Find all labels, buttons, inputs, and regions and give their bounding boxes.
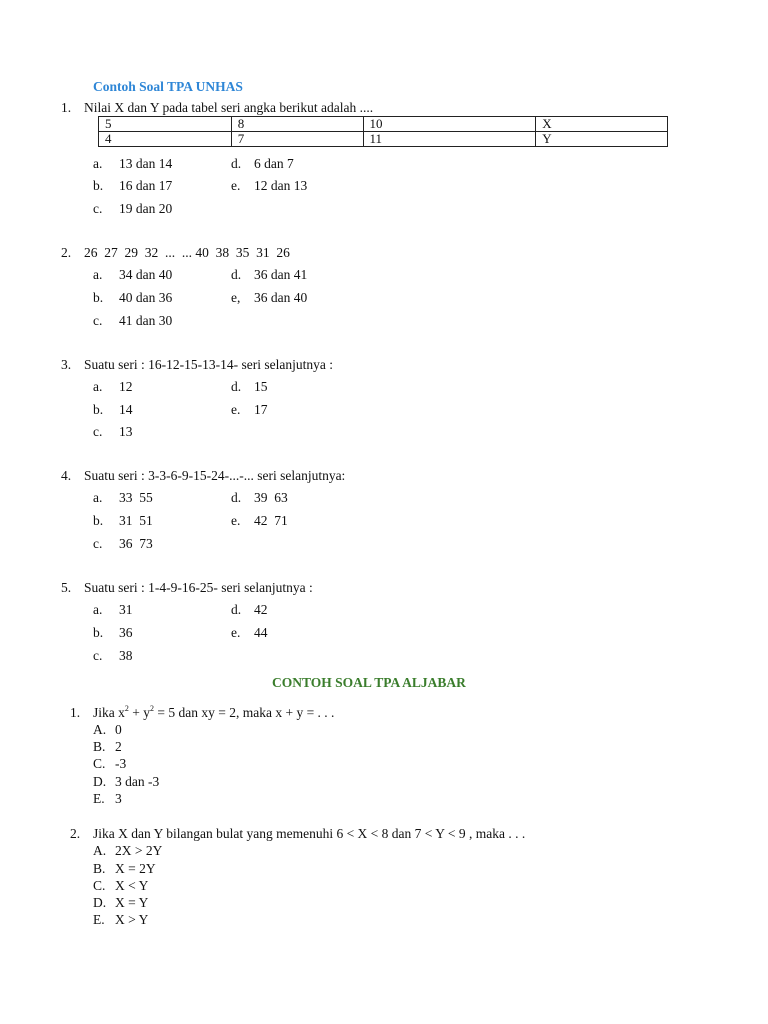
table-cell: 10	[363, 117, 536, 132]
question-text: Suatu seri : 1-4-9-16-25- seri selanjutnya :	[84, 580, 313, 595]
table-cell: 4	[99, 132, 232, 147]
option-value: 31 51	[119, 513, 153, 528]
option-value: 16 dan 17	[119, 178, 173, 193]
option-value: 42	[254, 602, 268, 617]
option-key: e.	[231, 513, 241, 528]
option-value: 36 dan 40	[254, 290, 308, 305]
option-key: c.	[93, 313, 103, 328]
question-text: Jika X dan Y bilangan bulat yang memenuhi 6 < X < 8 dan 7 < Y < 9 , maka . . .	[93, 826, 526, 841]
option-key: D.	[93, 895, 107, 910]
option-value: 6 dan 7	[254, 156, 294, 171]
option-key: d.	[231, 156, 242, 171]
option-key: b.	[93, 290, 104, 305]
option-value: X = 2Y	[115, 861, 156, 876]
option-value: 31	[119, 602, 133, 617]
option-key: b.	[93, 402, 104, 417]
option-value: 36 73	[119, 536, 153, 551]
question-text	[93, 705, 334, 721]
option-key: c.	[93, 424, 103, 439]
table-cell: X	[536, 117, 668, 132]
option-value: 2	[115, 739, 122, 754]
option-key: c.	[93, 648, 103, 663]
option-key: d.	[231, 602, 242, 617]
question-text: 26 27 29 32 ... ... 40 38 35 31 26	[84, 245, 290, 260]
option-key: e.	[231, 402, 241, 417]
option-key: b.	[93, 513, 104, 528]
option-value: 13	[119, 424, 133, 439]
question-text: Suatu seri : 3-3-6-9-15-24-...-... seri selanjutnya:	[84, 468, 346, 483]
table-cell: Y	[536, 132, 668, 147]
option-value: 19 dan 20	[119, 201, 173, 216]
question-text: Nilai X dan Y pada tabel seri angka berikut adalah ....	[84, 100, 374, 115]
option-key: D.	[93, 774, 107, 789]
option-value: 34 dan 40	[119, 267, 173, 282]
option-key: E.	[93, 912, 105, 927]
option-key: b.	[93, 178, 104, 193]
option-value: 3	[115, 791, 122, 806]
option-value: X = Y	[115, 895, 149, 910]
table-cell: 11	[363, 132, 536, 147]
option-key: e.	[231, 625, 241, 640]
option-value: 33 55	[119, 490, 153, 505]
question-number: 2.	[70, 826, 81, 841]
option-key: a.	[93, 379, 103, 394]
option-value: 40 dan 36	[119, 290, 173, 305]
option-key: A.	[93, 722, 107, 737]
question-text: Suatu seri : 16-12-15-13-14- seri selanjutnya :	[84, 357, 333, 372]
table-cell: 8	[231, 117, 363, 132]
option-key: c.	[93, 201, 103, 216]
option-key: A.	[93, 843, 107, 858]
table-cell: 5	[99, 117, 232, 132]
question-number: 2.	[61, 245, 72, 260]
table-cell: 7	[231, 132, 363, 147]
question-number: 5.	[61, 580, 72, 595]
option-key: d.	[231, 379, 242, 394]
option-value: 44	[254, 625, 268, 640]
option-value: X < Y	[115, 878, 149, 893]
option-key: a.	[93, 156, 103, 171]
text-part: = 5 dan xy = 2, maka x + y = . . .	[154, 705, 335, 720]
text-part: + y	[128, 705, 150, 720]
option-value: 36 dan 41	[254, 267, 308, 282]
option-value: 3 dan -3	[115, 774, 160, 789]
option-key: b.	[93, 625, 104, 640]
exponent: 2	[124, 703, 129, 713]
option-key: B.	[93, 861, 106, 876]
option-value: 17	[254, 402, 268, 417]
option-value: 38	[119, 648, 133, 663]
exponent: 2	[150, 703, 154, 713]
option-key: e.	[231, 178, 241, 193]
option-value: 42 71	[254, 513, 288, 528]
option-value: 36	[119, 625, 133, 640]
section-title-aljabar: CONTOH SOAL TPA ALJABAR	[272, 675, 466, 690]
option-key: e,	[231, 290, 241, 305]
number-series-table	[98, 116, 668, 147]
question-number: 3.	[61, 357, 72, 372]
option-value: 41 dan 30	[119, 313, 173, 328]
option-key: c.	[93, 536, 103, 551]
question-number: 4.	[61, 468, 72, 483]
text-part: Jika x	[93, 705, 125, 720]
option-key: d.	[231, 490, 242, 505]
option-key: B.	[93, 739, 106, 754]
option-key: E.	[93, 791, 105, 806]
option-key: C.	[93, 756, 106, 771]
option-value: 15	[254, 379, 268, 394]
option-value: -3	[115, 756, 127, 771]
option-key: a.	[93, 490, 103, 505]
option-value: 14	[119, 402, 133, 417]
question-number: 1.	[70, 705, 81, 720]
section-title-unhas: Contoh Soal TPA UNHAS	[93, 79, 243, 94]
option-value: 12 dan 13	[254, 178, 308, 193]
table-row	[99, 132, 668, 147]
option-value: 2X > 2Y	[115, 843, 163, 858]
option-value: 39 63	[254, 490, 288, 505]
option-value: 12	[119, 379, 133, 394]
question-number: 1.	[61, 100, 72, 115]
option-key: C.	[93, 878, 106, 893]
option-value: 0	[115, 722, 122, 737]
table-row	[99, 117, 668, 132]
option-value: X > Y	[115, 912, 149, 927]
option-value: 13 dan 14	[119, 156, 173, 171]
option-key: a.	[93, 267, 103, 282]
option-key: a.	[93, 602, 103, 617]
option-key: d.	[231, 267, 242, 282]
